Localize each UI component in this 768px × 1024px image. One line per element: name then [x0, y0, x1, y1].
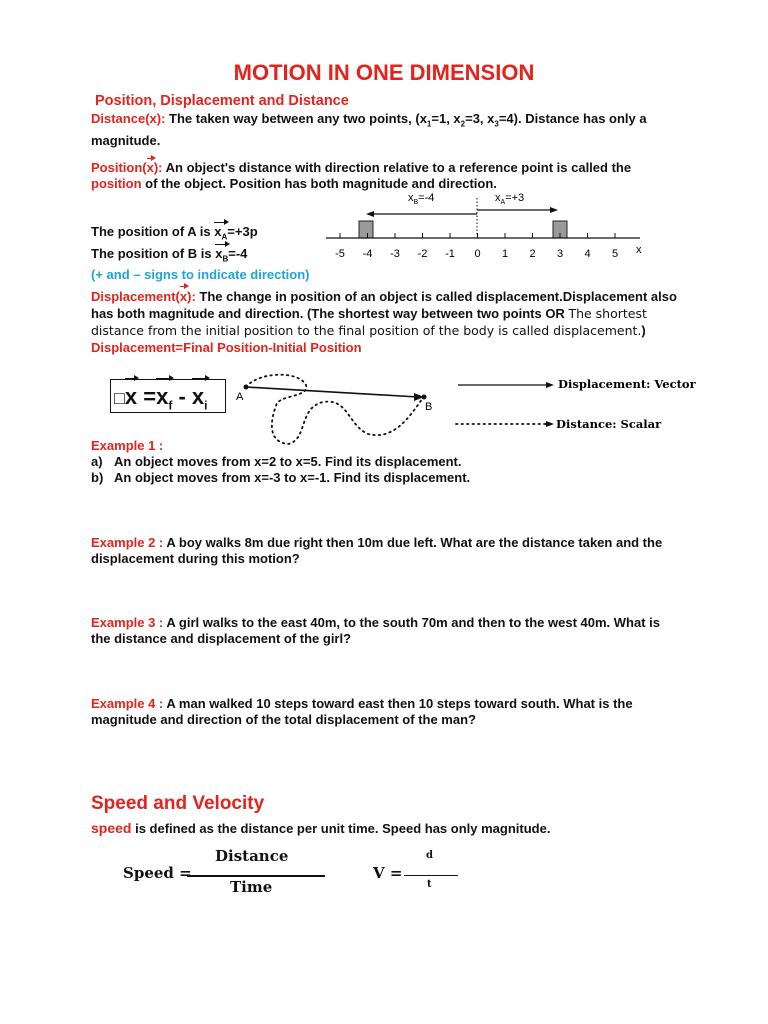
velocity-formula-left: V = — [373, 864, 403, 882]
displacement-label — [91, 289, 196, 304]
formula-minus: - — [172, 384, 192, 409]
speed-word: speed — [91, 820, 132, 836]
list-marker: a) — [91, 454, 103, 469]
legend-scalar-arrowhead — [546, 421, 554, 427]
distance-text: =4). Distance has only a — [498, 111, 647, 126]
vector-x: x — [146, 160, 154, 175]
vector-xi — [192, 380, 208, 422]
example-1a-text: An object moves from x=2 to x=5. Find its displacement. — [114, 454, 462, 469]
vector-x: x — [125, 380, 137, 414]
tick-label: -1 — [445, 248, 455, 260]
tick-label: 2 — [529, 248, 536, 260]
position-label-end: ): — [153, 160, 163, 175]
position-b-line — [91, 246, 321, 268]
subscript: f — [168, 398, 173, 413]
displacement-definition — [91, 288, 711, 356]
tick-label: -4 — [362, 248, 373, 260]
tick-label: -3 — [390, 248, 400, 260]
subscript: 3 — [494, 119, 499, 129]
velocity-fraction-bar — [404, 875, 458, 876]
vector-x: x — [214, 224, 222, 239]
speed-definition — [91, 820, 711, 837]
sign-note: (+ and – signs to indicate direction) — [91, 267, 310, 283]
positions-block — [91, 224, 321, 283]
displacement-text: The shortest — [568, 306, 647, 321]
speed-text: is defined as the distance per unit time. Speed has only magnitude. — [131, 821, 551, 836]
speed-fraction-bar — [187, 875, 325, 877]
example-3-text: the distance and displacement of the girl? — [91, 631, 352, 646]
distance-text: =3, x — [465, 111, 495, 126]
formula-equals: = — [137, 384, 157, 409]
tick-label: -5 — [335, 248, 345, 260]
tick-label: 1 — [501, 248, 509, 260]
tick-label: -2 — [417, 248, 428, 260]
vector-x: x — [191, 384, 205, 409]
legend-scalar-label: Distance: Scalar — [556, 417, 662, 431]
point-b-dot — [422, 395, 427, 400]
example-1a — [91, 454, 691, 470]
section-heading: Position, Displacement and Distance — [95, 93, 349, 109]
position-a-text: The position of A is — [91, 224, 215, 239]
tick-label: 0 — [474, 248, 481, 260]
page-title: MOTION IN ONE DIMENSION — [233, 60, 535, 85]
displacement-text: ) — [641, 323, 646, 338]
distance-text: The taken way between any two points, (x — [165, 111, 427, 126]
displacement-vector-line — [246, 387, 418, 397]
speed-numerator: Distance — [215, 847, 289, 865]
example-2-label: Example 2 : — [91, 535, 164, 550]
distance-path — [246, 375, 424, 444]
tick-label: 5 — [611, 248, 619, 260]
distance-text: magnitude. — [91, 132, 161, 148]
example-4-label: Example 4 : — [91, 696, 164, 711]
example-4-text: A man walked 10 steps toward east then 10 steps toward south. What is the — [163, 696, 633, 711]
vector-xb — [215, 246, 228, 268]
point-a-dot — [244, 385, 249, 390]
xb-label: $x_B=-4$ — [408, 192, 435, 206]
example-3-label: Example 3 : — [91, 615, 164, 630]
vector-x: x — [156, 384, 169, 409]
point-b-label: B — [425, 401, 433, 413]
axis-label: x — [636, 244, 642, 256]
subscript: 2 — [460, 119, 466, 129]
position-a-value: =+3p — [227, 224, 258, 239]
example-1-label: Example 1 : — [91, 438, 164, 453]
position-text: An object's distance with direction relative to a reference point is called the — [162, 160, 632, 175]
tick-label: 4 — [584, 248, 591, 260]
position-b-text: The position of B is — [91, 245, 216, 261]
example-4 — [91, 696, 711, 728]
position-a-line — [91, 224, 321, 246]
position-text: of the object. Position has both magnitude and direction. — [141, 176, 497, 191]
number-line-diagram — [320, 186, 660, 264]
tick-group — [335, 233, 618, 260]
point-a-label: A — [236, 391, 244, 403]
position-label-text: Position( — [91, 160, 147, 175]
legend-vector-arrowhead — [546, 382, 554, 388]
tick-label: 3 — [556, 248, 564, 260]
displacement-text: distance from the initial position to the final position of the body is called displacement. — [91, 323, 642, 338]
example-4-text: magnitude and direction of the total displacement of the man? — [91, 712, 476, 727]
list-marker: b) — [91, 470, 104, 485]
position-word: position — [91, 176, 142, 191]
legend-vector-label: Displacement: Vector — [558, 377, 696, 391]
formula-square: □ — [114, 388, 125, 408]
position-label — [91, 160, 163, 175]
distance-definition — [91, 111, 691, 149]
object-b-marker — [359, 221, 373, 238]
displacement-formula-text: Displacement=Final Position-Initial Position — [91, 340, 362, 355]
example-1b-text: An object moves from x=-3 to x=-1. Find its displacement. — [114, 470, 471, 485]
displacement-label-end: ): — [187, 289, 196, 304]
example-2-text: A boy walks 8m due right then 10m due left. What are the distance taken and the — [163, 535, 663, 550]
example-1b — [91, 470, 691, 486]
xa-label: $x_A=+3$ — [495, 192, 525, 206]
subscript: A — [221, 232, 228, 242]
speed-formula-left: Speed = — [123, 864, 192, 882]
example-2-text: displacement during this motion? — [91, 551, 300, 566]
xb-arrowhead — [366, 211, 374, 217]
distance-label: Distance(x): — [91, 111, 166, 126]
velocity-denominator: t — [427, 879, 432, 890]
vector-x: x — [179, 289, 188, 304]
speed-denominator: Time — [230, 878, 273, 896]
displacement-label-text: Displacement( — [91, 289, 180, 304]
example-2 — [91, 535, 711, 567]
vector-x: x — [215, 245, 223, 261]
example-3-text: A girl walks to the east 40m, to the south 70m and then to the west 40m. What is — [163, 615, 661, 630]
subscript: 1 — [426, 119, 432, 129]
example-1 — [91, 438, 691, 486]
xa-arrowhead — [550, 207, 558, 213]
displacement-text: The change in position of an object is called displacement.Displacement also — [195, 289, 677, 304]
displacement-text: has both magnitude and direction. (The shortest way between two points OR — [91, 306, 569, 321]
displacement-formula-box — [110, 379, 226, 413]
example-3 — [91, 615, 711, 647]
velocity-formula — [373, 850, 463, 896]
subscript: B — [222, 254, 229, 264]
speed-heading: Speed and Velocity — [91, 793, 265, 814]
distance-text: =1, x — [431, 111, 461, 126]
vector-xf — [156, 380, 172, 422]
speed-formula — [123, 846, 333, 898]
position-b-value: =-4 — [228, 245, 248, 261]
subscript: i — [204, 398, 208, 413]
velocity-numerator: d — [426, 850, 433, 861]
